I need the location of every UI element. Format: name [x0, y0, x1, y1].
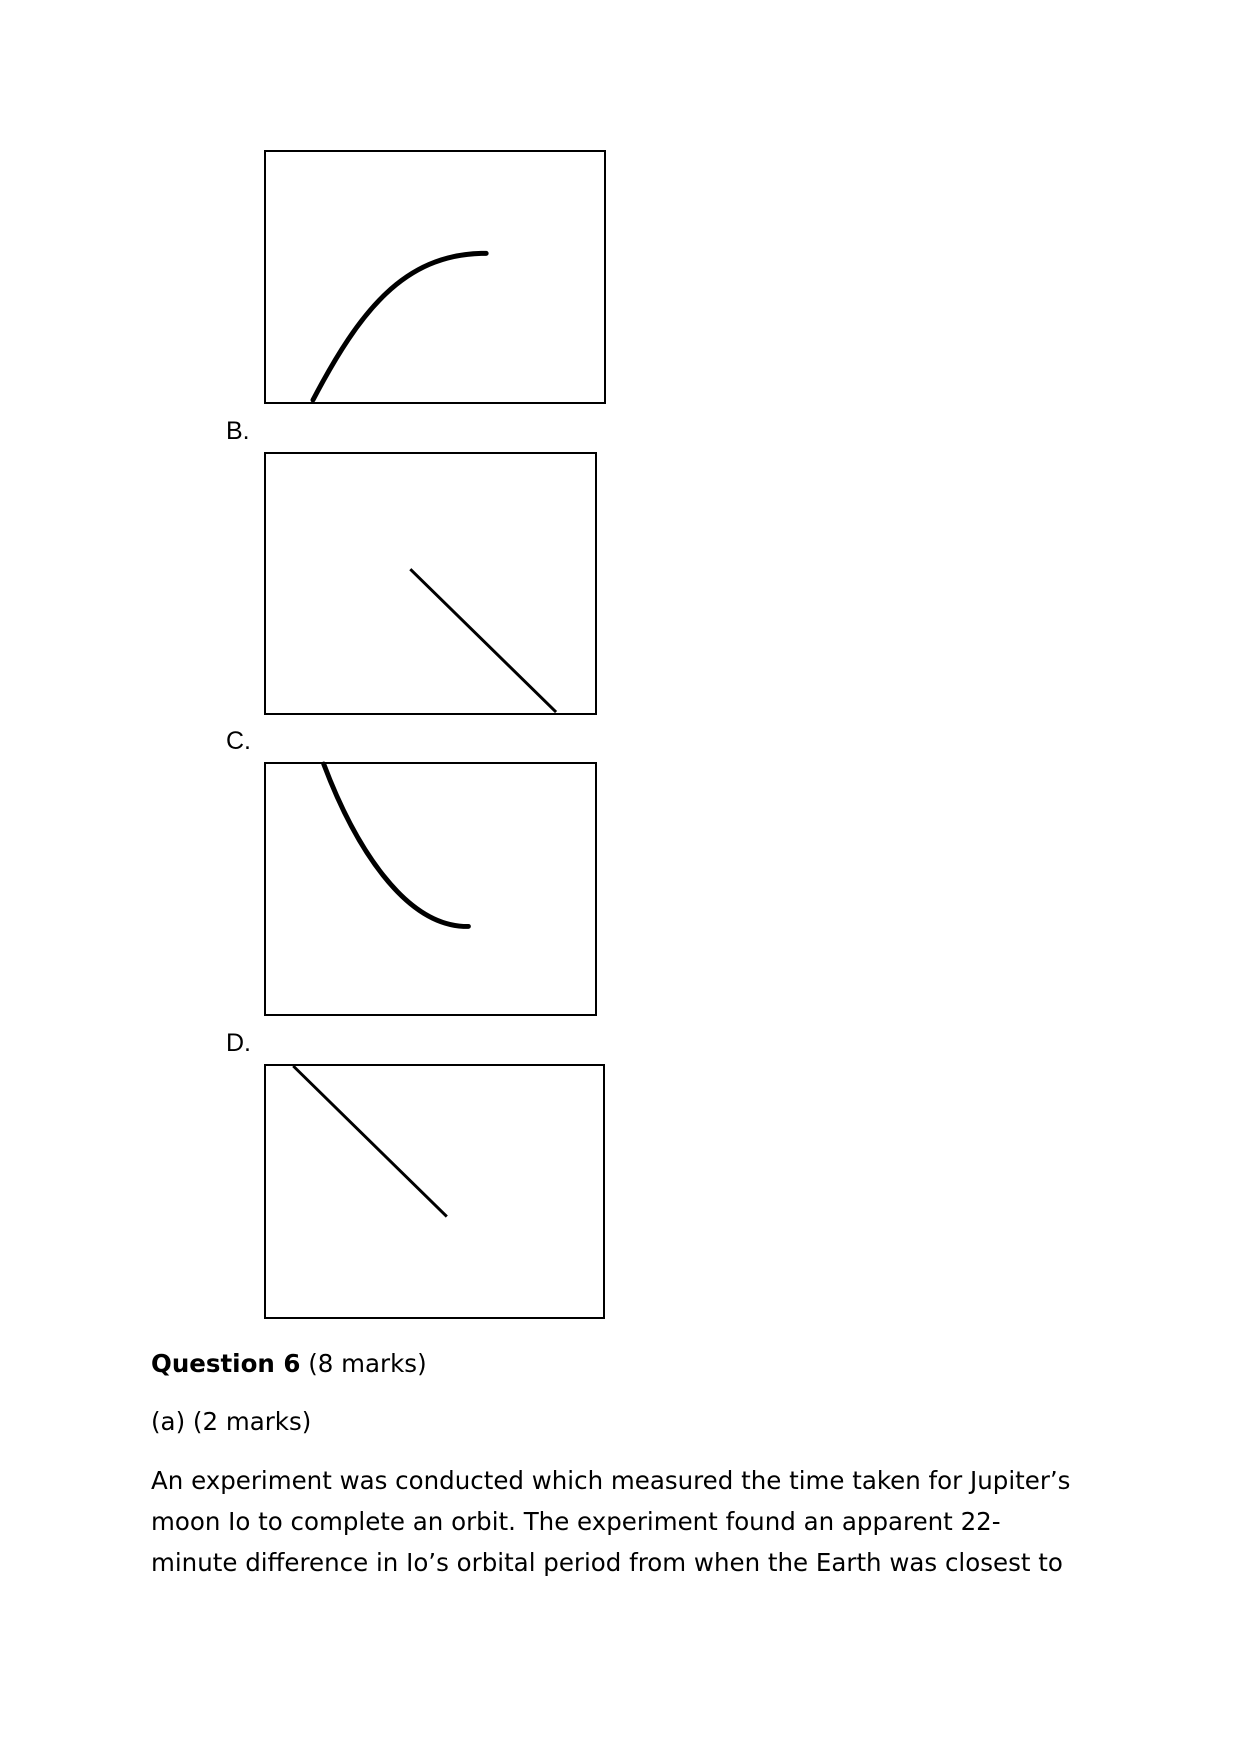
question-heading — [151, 1347, 427, 1381]
option-a-graph — [264, 150, 606, 404]
option-d-graph — [264, 1064, 605, 1319]
concave-down-rising-curve-icon — [266, 152, 604, 402]
question-body-line: An experiment was conducted which measured the time taken for Jupiter’s — [151, 1466, 1071, 1495]
question-body-line: moon Io to complete an orbit. The experiment found an apparent 22- — [151, 1507, 1001, 1536]
concave-up-falling-curve-icon — [266, 764, 595, 1014]
question-marks: (8 marks) — [308, 1349, 427, 1378]
option-d-label: D. — [226, 1029, 251, 1057]
straight-line-decreasing-icon — [266, 1066, 603, 1317]
option-c-label: C. — [226, 727, 251, 755]
question-part-label: (a) (2 marks) — [151, 1407, 312, 1436]
straight-line-decreasing-icon — [266, 454, 595, 713]
option-c-graph — [264, 762, 597, 1016]
option-b-graph — [264, 452, 597, 715]
question-title: Question 6 — [151, 1349, 301, 1378]
question-body-line: minute difference in Io’s orbital period from when the Earth was closest to — [151, 1548, 1063, 1577]
option-b-label: B. — [226, 417, 250, 445]
